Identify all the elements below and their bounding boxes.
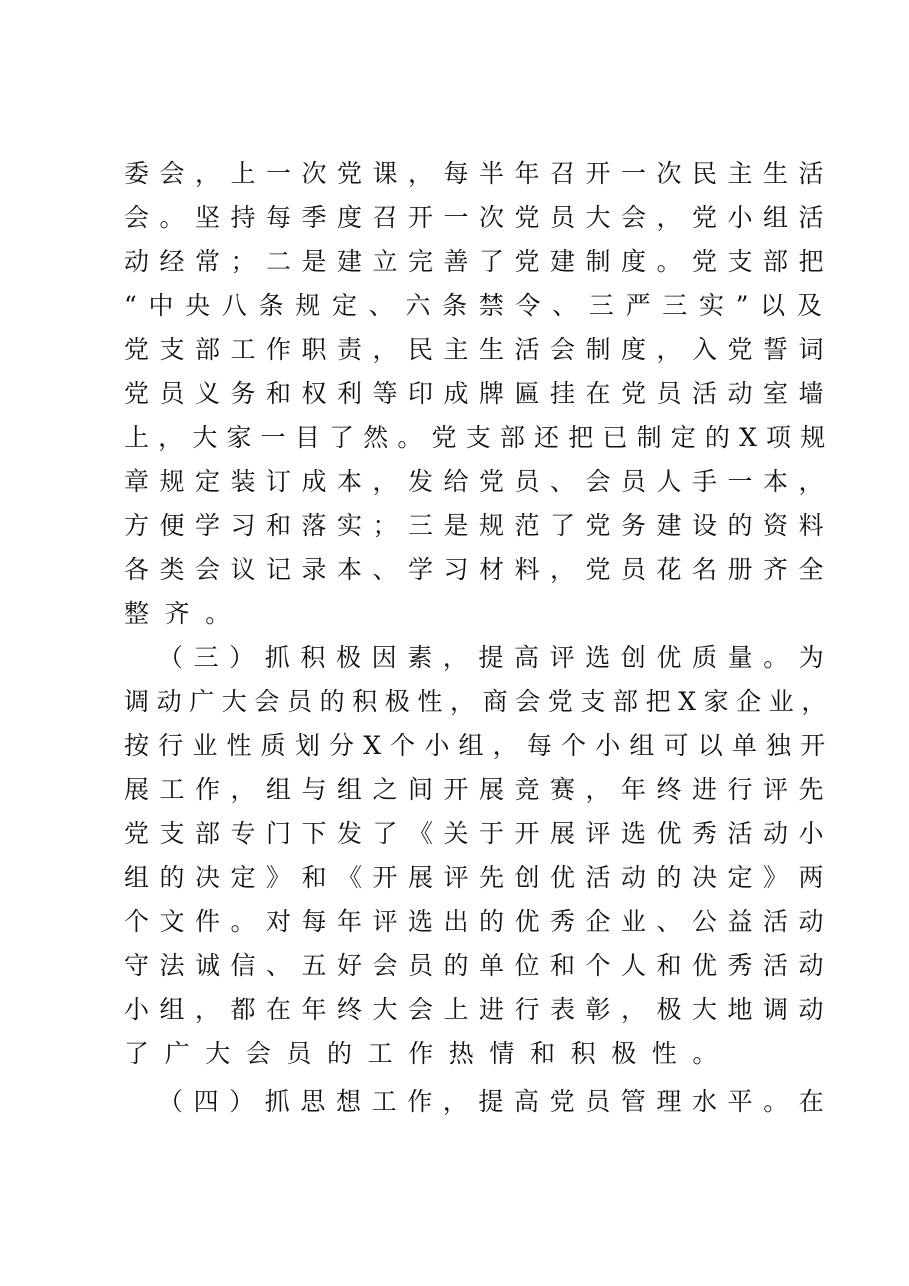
text-line-11: 整齐。 [124, 599, 246, 628]
text-line-1: 委会，上一次党课，每半年召开一次民主生活 [124, 159, 835, 188]
text-line-9: 方便学习和落实；三是规范了党务建设的资料 [124, 511, 835, 540]
text-line-19: 守法诚信、五好会员的单位和个人和优秀活动 [124, 951, 835, 980]
text-line-8: 章规定装订成本，发给党员、会员人手一本， [124, 467, 835, 496]
text-line-18: 个文件。对每年评选出的优秀企业、公益活动 [124, 907, 835, 936]
text-line-13: 调动广大会员的积极性，商会党支部把X家企业， [124, 687, 834, 716]
text-line-4: “中央八条规定、六条禁令、三严三实”以及 [124, 291, 834, 320]
text-line-5: 党支部工作职责，民主生活会制度，入党誓词 [124, 335, 835, 364]
text-line-6: 党员义务和权利等印成牌匾挂在党员活动室墙 [124, 379, 835, 408]
text-line-17: 组的决定》和《开展评先创优活动的决定》两 [124, 863, 835, 892]
text-line-21: 了广大会员的工作热情和积极性。 [124, 1039, 734, 1068]
text-line-20: 小组，都在年终大会上进行表彰，极大地调动 [124, 995, 835, 1024]
paragraph-heading-4: （四）抓思想工作，提高党员管理水平。在 [158, 1087, 835, 1116]
text-line-10: 各类会议记录本、学习材料，党员花名册齐全 [124, 555, 835, 584]
text-line-3: 动经常；二是建立完善了党建制度。党支部把 [124, 247, 835, 276]
text-line-2: 会。坚持每季度召开一次党员大会，党小组活 [124, 203, 835, 232]
text-line-7: 上，大家一目了然。党支部还把已制定的X项规 [124, 423, 835, 452]
text-line-15: 展工作，组与组之间开展竞赛，年终进行评先 [124, 775, 835, 804]
paragraph-heading-3: （三）抓积极因素，提高评选创优质量。为 [158, 643, 835, 672]
text-line-16: 党支部专门下发了《关于开展评选优秀活动小 [124, 819, 835, 848]
text-line-14: 按行业性质划分X个小组，每个小组可以单独开 [124, 731, 835, 760]
